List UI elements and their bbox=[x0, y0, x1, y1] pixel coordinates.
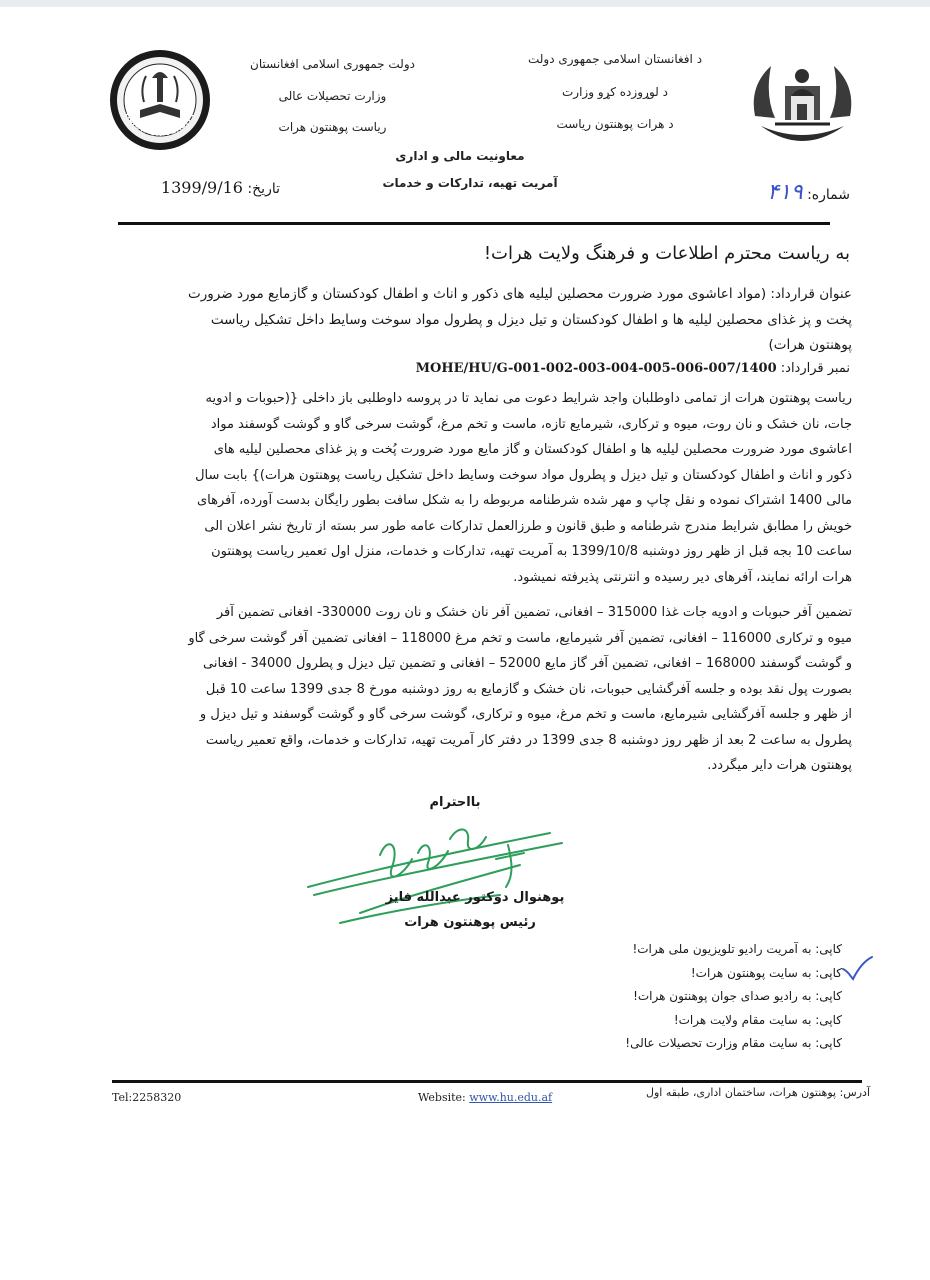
cc-item: کاپی: به سایت مقام ولایت هرات! bbox=[673, 1012, 842, 1027]
header-divider bbox=[118, 222, 830, 225]
paragraph-line: ریاست پوهنتون هرات از تمامی داوطلبان واجد شرایط دعوت می نماید تا در پروسه داوطلبی باز داخلی {(حبوبات و ادویه bbox=[205, 391, 852, 406]
national-emblem-icon bbox=[745, 56, 860, 152]
checkmark-icon bbox=[840, 955, 874, 981]
header-office: آمریت تهیه، تدارکات و خدمات bbox=[382, 176, 558, 190]
paragraph-line: هرات ارائه نمایند، آفرهای دیر رسیده و انترنتی پذیرفته نمیشود. bbox=[513, 569, 852, 585]
header-dari-line2: وزارت تحصیلات عالی bbox=[278, 89, 387, 103]
signer-title: رئیس پوهنتون هرات bbox=[404, 915, 536, 930]
paragraph-line: پوهنتون هرات دایر میگردد. bbox=[707, 758, 852, 773]
cc-list bbox=[600, 938, 842, 1056]
subject-line: عنوان قرارداد: (مواد اعاشوی مورد ضرورت محصلین لیلیه های ذکور و اناث و اطفال کودکستان و گازمایع مورد ضرورت bbox=[188, 286, 852, 302]
paragraph-line: بصورت پول نقد بوده و جلسه آفرگشایی حبوبات، نان خشک و گازمایع به روز دوشنبه مورخ 8 جدی 1399 ساعت 10 قبل bbox=[205, 681, 852, 697]
scan-top-edge bbox=[0, 0, 930, 7]
cc-item: کاپی: به آمریت رادیو تلویزیون ملی هرات! bbox=[632, 942, 842, 956]
signature-icon bbox=[300, 815, 580, 930]
cc-item: کاپی: به سایت پوهنتون هرات! bbox=[690, 965, 842, 980]
letter-number bbox=[730, 180, 850, 210]
signer-name: پوهنوال دوکتور عبدالله فایز bbox=[385, 890, 565, 905]
cc-item: کاپی: به سایت مقام وزارت تحصیلات عالی! bbox=[625, 1036, 842, 1050]
number-handwritten: ۴۱۹ bbox=[767, 180, 803, 205]
date-value: 1399/9/16 bbox=[160, 178, 243, 197]
paragraph-line: میوه و ترکاری 116000 – افغانی، تضمین آفر شیرمایع، ماست و تخم مرغ 118000 – افغانی تضمین آفر گوشت سرخی گاو bbox=[188, 630, 852, 646]
contract-number-value: MOHE/HU/G-001-002-003-004-005-006-007/1400 bbox=[415, 361, 777, 376]
afghanistan-emblem bbox=[745, 56, 860, 152]
paragraph-line: از ظهر و جلسه آفرگشایی شیرمایع، ماست و تخم مرغ، میوه و ترکاری، گوشت سرخی گاو و گوشت گوسفند و تیل دیزل و bbox=[199, 707, 852, 722]
number-label: شماره: bbox=[807, 187, 850, 203]
header-pashto-line3: د هرات پوهنتون ریاست bbox=[556, 117, 674, 131]
header-department: معاونیت مالی و اداری bbox=[395, 149, 525, 163]
body-paragraph-invitation bbox=[128, 386, 852, 590]
footer-website bbox=[418, 1091, 618, 1104]
letter-date bbox=[150, 178, 280, 197]
header-dari-line3: ریاست پوهنتون هرات bbox=[278, 120, 387, 134]
contract-subject bbox=[140, 282, 852, 359]
closing-salutation: بااحترام bbox=[429, 795, 481, 810]
paragraph-line: اعاشوی مورد ضرورت محصلین لیلیه ها و اطفال کودکستان و گاز مایع مورد ضرورت پُخت و پز غذای محصلین لیلیه های bbox=[213, 442, 852, 457]
paragraph-line: مالی 1400 اشتراک نموده و نقل چاپ و مهر شده شرطنامه مربوطه را به شکل سافت بطور رایگان بدست آورده، آفرهای bbox=[196, 493, 852, 508]
paragraph-line: جات، نان خشک و نان روت، میوه و ترکاری، شیرمایع تازه، ماست و تخم مرغ، گوشت سرخی گاو و گوشت گوسفند مواد bbox=[210, 416, 852, 432]
paragraph-line: ذکور و اناث و اطفال کودکستان و تیل دیزل و پطرول مواد سوخت وسایط داخل تشکیل ریاست پوهنتون هرات)} بابت سال bbox=[195, 467, 852, 483]
header-pashto-line2: د لوړوزده کړو وزارت bbox=[562, 85, 668, 99]
paragraph-line: ساعت 10 بجه قبل از ظهر روز دوشنبه 1399/10/8 به آمریت تهیه، تدارکات و خدمات، منزل اول تعمیر ریاست پوهنتون bbox=[211, 544, 852, 559]
cc-item: کاپی: به رادیو صدای جوان پوهنتون هرات! bbox=[633, 989, 842, 1003]
letter-greeting: به ریاست محترم اطلاعات و فرهنگ ولایت هرات! bbox=[483, 243, 850, 264]
website-link[interactable]: www.hu.edu.af bbox=[469, 1091, 553, 1104]
paragraph-line: خویش را مطابق شرایط مندرج شرطنامه و طبق قانون و طرزالعمل تدارکات عامه طور سر بسته از تاریخ نشر اعلان الی bbox=[204, 518, 852, 534]
contract-number-row bbox=[380, 361, 850, 376]
date-label: تاریخ: bbox=[247, 181, 280, 197]
header-dari-line1: دولت جمهوری اسلامی افغانستان bbox=[250, 57, 415, 71]
signature bbox=[300, 815, 580, 930]
body-paragraph-guarantees bbox=[128, 600, 852, 779]
svg-text:HERAT UNIVERSITY: HERAT UNIVERSITY bbox=[123, 110, 197, 138]
university-seal-icon bbox=[106, 48, 214, 152]
paragraph-line: پطرول به ساعت 2 بعد از ظهر روز دوشنبه 8 جدی 1399 در دفتر کار آمریت تهیه، تدارکات و خدمات، واقع تعمیر ریاست bbox=[205, 732, 852, 748]
footer-tel: Tel:2258320 bbox=[112, 1091, 182, 1104]
subject-line: ُپخت و پز غذای محصلین لیلیه ها و اطفال کودکستان و تیل دیزل و پطرول مواد سوخت وسایط داخل تشکیل ریاست bbox=[210, 311, 852, 328]
website-label: Website: bbox=[418, 1091, 466, 1104]
paragraph-line: تضمین آفر حبوبات و ادویه جات غذا 315000 – افغانی، تضمین آفر نان خشک و نان روت 330000- افغانی تضمین آفر bbox=[216, 605, 852, 620]
check-mark bbox=[840, 955, 874, 981]
contract-number-label: نمبر قرارداد: bbox=[780, 361, 850, 376]
footer-divider bbox=[112, 1080, 862, 1083]
herat-university-seal bbox=[106, 48, 214, 152]
footer-address: آدرس: پوهنتون هرات، ساختمان اداری، طبقه اول bbox=[645, 1086, 870, 1099]
paragraph-line: و گوشت گوسفند 168000 – افغانی، تضمین آفر گاز مایع 52000 – افغانی و تضمین تیل دیزل و پطرول 34000 - افغانی bbox=[202, 656, 852, 671]
subject-line: پوهنتون هرات) bbox=[768, 337, 852, 353]
header-pashto-line1: د افغانستان اسلامی جمهوری دولت bbox=[527, 52, 703, 66]
